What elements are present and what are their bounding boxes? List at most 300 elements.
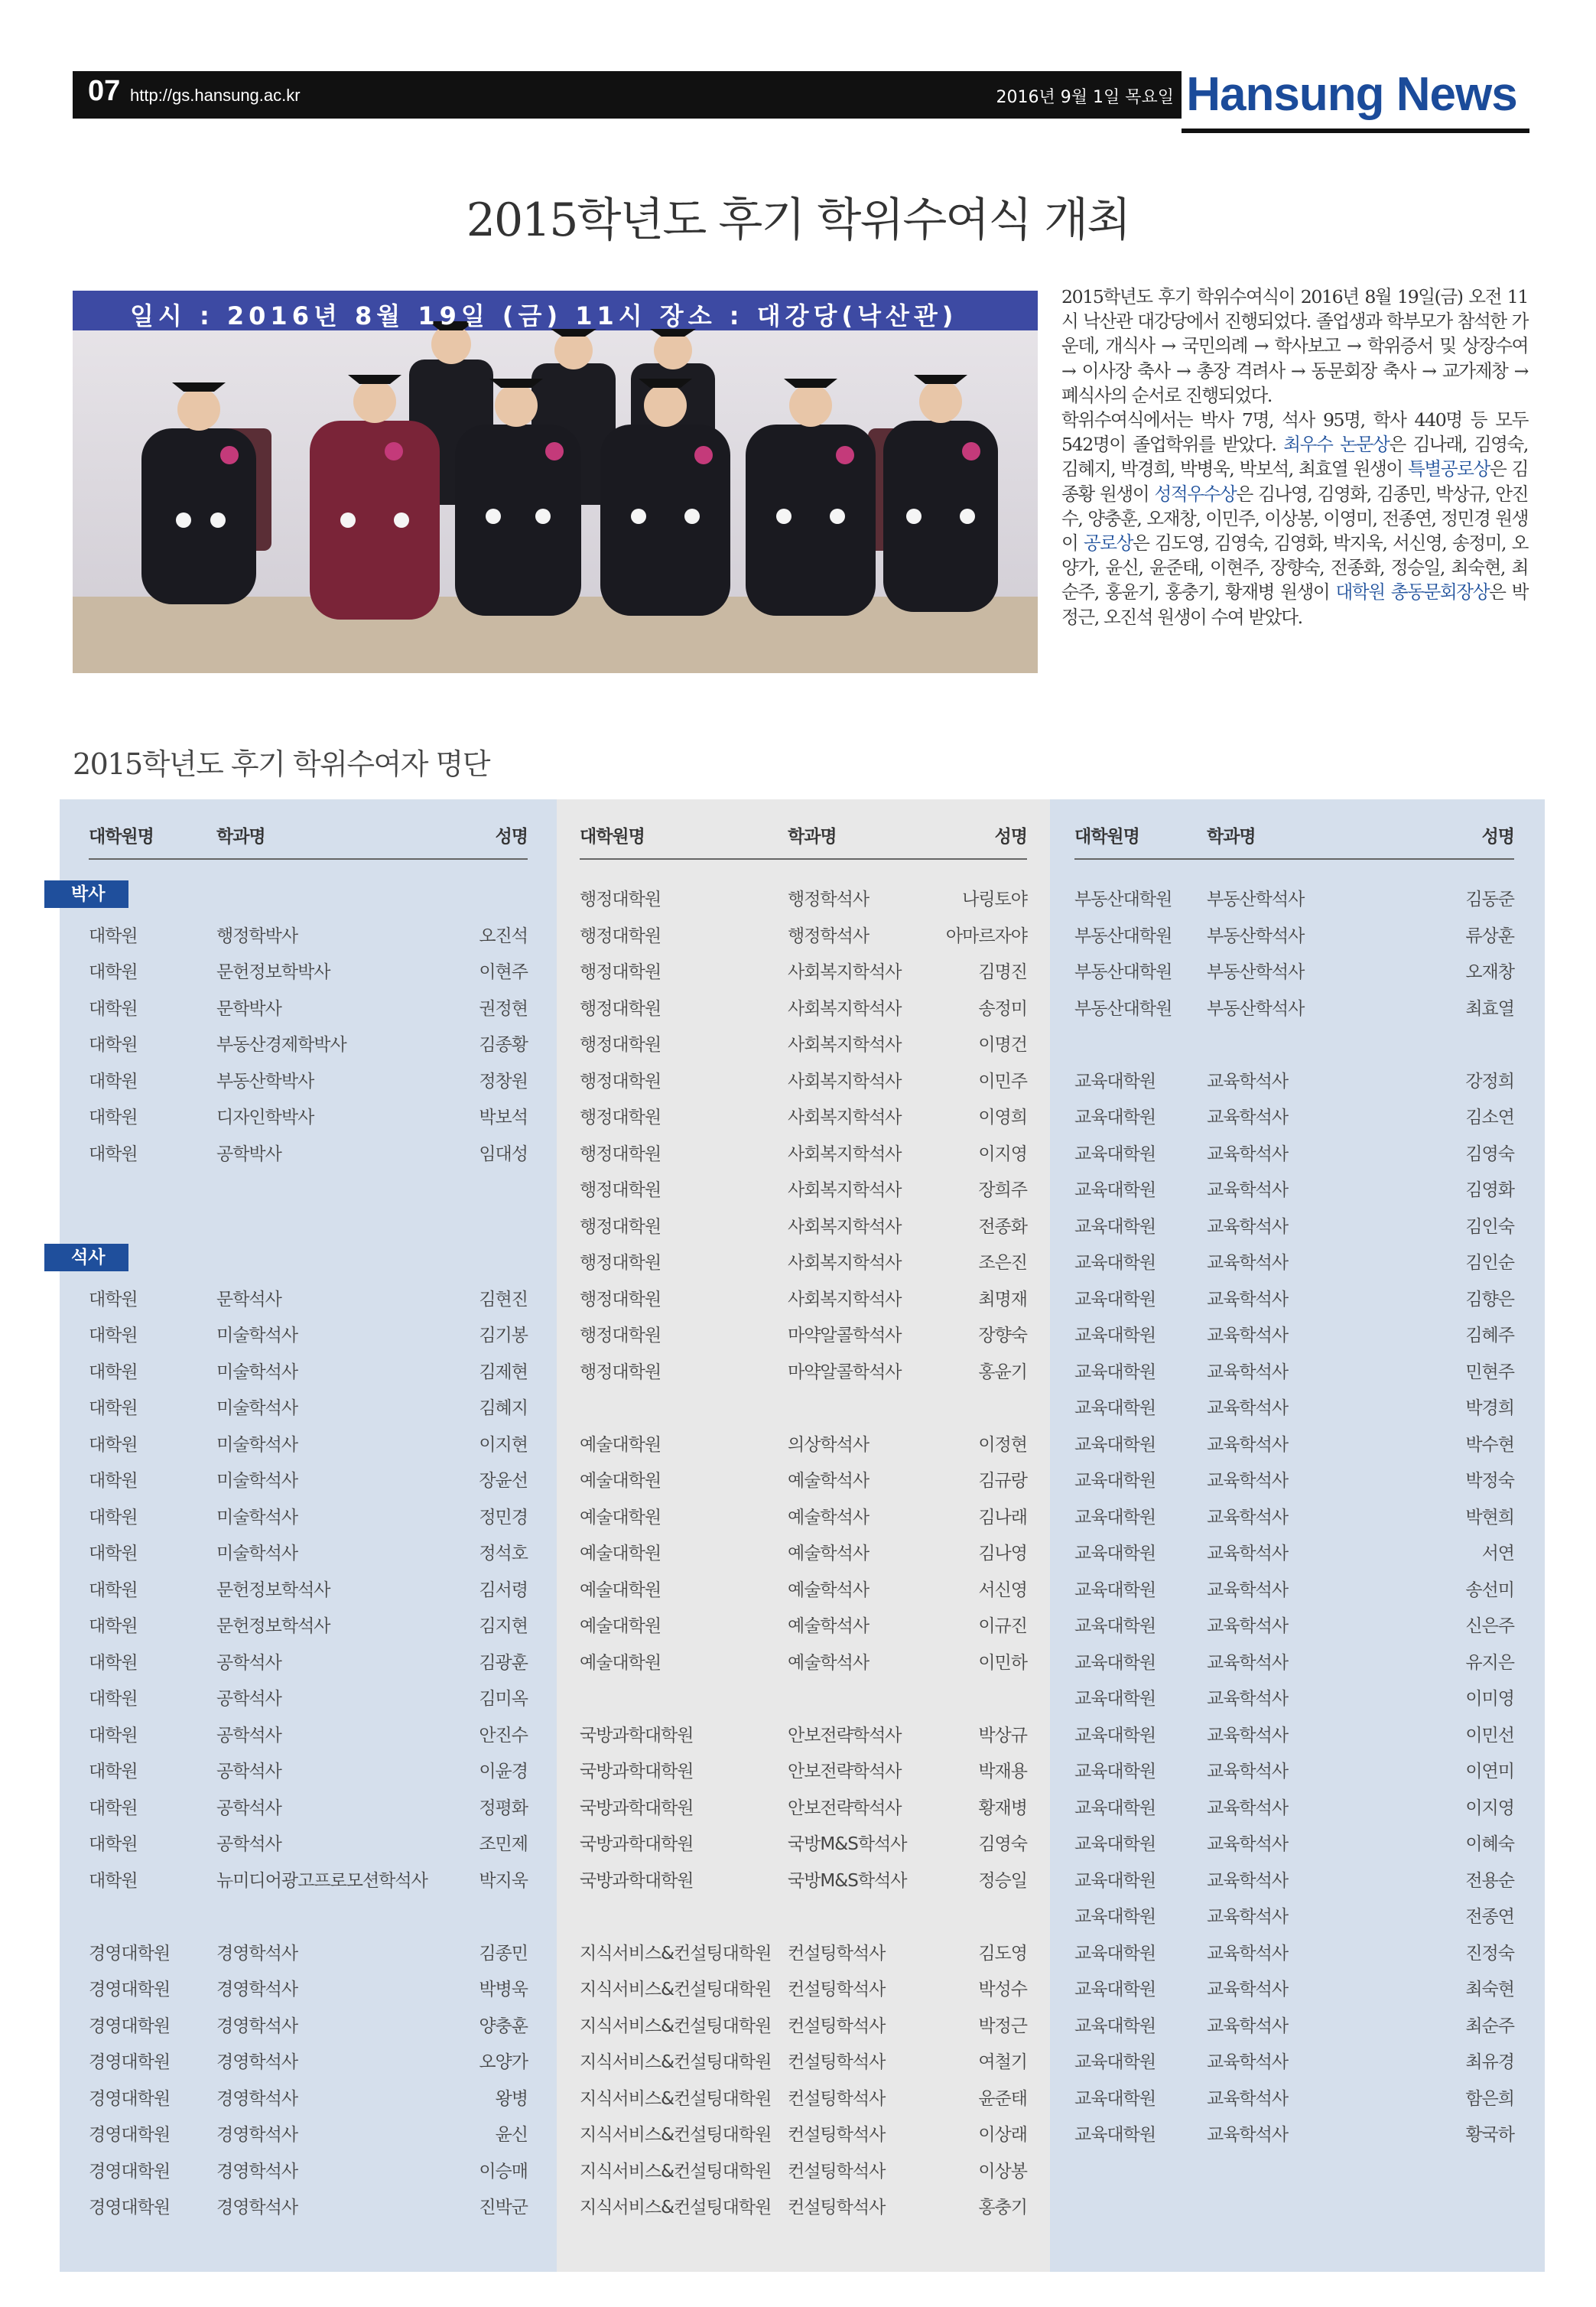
department-cell: 사회복지학석사 xyxy=(788,1216,902,1237)
college-cell: 대학원 xyxy=(89,1834,138,1854)
graduate-row xyxy=(60,1677,557,1713)
name-cell: 이지영 xyxy=(978,1144,1027,1164)
department-cell: 사회복지학석사 xyxy=(788,1108,902,1127)
name-cell: 오진석 xyxy=(479,926,528,946)
college-cell: 교육대학원 xyxy=(1074,1216,1156,1237)
graduate-row xyxy=(60,2185,557,2222)
name-cell: 박상규 xyxy=(978,1725,1027,1746)
department-cell: 공학석사 xyxy=(216,1798,281,1818)
graduate-row xyxy=(1050,1495,1545,1532)
department-cell: 교육학석사 xyxy=(1207,1798,1289,1818)
header-name: 성명 xyxy=(994,827,1027,847)
name-cell: 전용순 xyxy=(1465,1870,1514,1891)
graduate-row xyxy=(557,2113,1050,2149)
graduates-column-2 xyxy=(557,799,1050,2272)
department-cell: 교육학석사 xyxy=(1207,2016,1289,2036)
department-cell: 교육학석사 xyxy=(1207,1580,1289,1600)
graduate-row xyxy=(60,1641,557,1677)
college-cell: 교육대학원 xyxy=(1074,1762,1156,1781)
graduate-row xyxy=(557,1459,1050,1495)
department-cell: 국방M&S학석사 xyxy=(788,1834,907,1854)
name-cell: 박정숙 xyxy=(1465,1471,1514,1491)
college-cell: 행정대학원 xyxy=(580,926,661,946)
name-cell: 정석호 xyxy=(479,1544,528,1563)
department-cell: 미술학석사 xyxy=(216,1362,298,1382)
name-cell: 이민하 xyxy=(978,1652,1027,1673)
department-cell: 교육학석사 xyxy=(1207,2088,1289,2109)
graduate-row xyxy=(60,1967,557,2004)
graduate-row xyxy=(557,2185,1050,2222)
name-cell: 이지현 xyxy=(479,1434,528,1455)
college-cell: 교육대학원 xyxy=(1074,1398,1156,1418)
page-number: 07 xyxy=(88,75,121,107)
award-best-thesis: 최우수 논문상 xyxy=(1283,434,1390,456)
name-cell: 황국하 xyxy=(1465,2125,1514,2145)
college-cell: 행정대학원 xyxy=(580,1035,661,1055)
name-cell: 진박군 xyxy=(479,2198,528,2218)
name-cell: 이민선 xyxy=(1465,1725,1514,1746)
graduate-row xyxy=(60,1531,557,1568)
college-cell: 지식서비스&컨설팅대학원 xyxy=(580,2052,772,2072)
department-cell: 교육학석사 xyxy=(1207,1434,1289,1455)
college-cell: 교육대학원 xyxy=(1074,1544,1156,1563)
college-cell: 교육대학원 xyxy=(1074,1616,1156,1636)
department-cell: 교육학석사 xyxy=(1207,1326,1289,1345)
name-cell: 윤준태 xyxy=(978,2088,1027,2109)
site-url[interactable]: http://gs.hansung.ac.kr xyxy=(130,86,301,105)
department-cell: 부동산학석사 xyxy=(1207,962,1305,982)
graduate-row xyxy=(557,1713,1050,1750)
name-cell: 정민경 xyxy=(479,1507,528,1528)
college-cell: 경영대학원 xyxy=(89,2016,171,2036)
name-cell: 김혜지 xyxy=(479,1398,528,1418)
graduate-row xyxy=(1050,2040,1545,2077)
name-cell: 김도영 xyxy=(978,1943,1027,1964)
college-cell: 대학원 xyxy=(89,1762,138,1781)
college-cell: 교육대학원 xyxy=(1074,2052,1156,2072)
college-cell: 경영대학원 xyxy=(89,2161,171,2182)
graduate-row xyxy=(60,1495,557,1532)
name-cell: 이지영 xyxy=(1465,1798,1514,1818)
college-cell: 행정대학원 xyxy=(580,1253,661,1273)
ceremony-photo xyxy=(73,291,1038,673)
brand-logo xyxy=(1182,61,1529,132)
graduate-row xyxy=(60,1786,557,1823)
college-cell: 교육대학원 xyxy=(1074,1834,1156,1854)
department-cell: 컨설팅학석사 xyxy=(788,2016,886,2036)
college-cell: 지식서비스&컨설팅대학원 xyxy=(580,2088,772,2109)
graduate-row xyxy=(557,1168,1050,1205)
name-cell: 이승매 xyxy=(479,2161,528,2182)
name-cell: 이현주 xyxy=(479,962,528,982)
graduate-row xyxy=(60,1350,557,1387)
name-cell: 장윤선 xyxy=(479,1471,528,1491)
college-cell: 행정대학원 xyxy=(580,1144,661,1164)
college-cell: 국방과학대학원 xyxy=(580,1798,694,1818)
college-cell: 대학원 xyxy=(89,1035,138,1055)
college-cell: 교육대학원 xyxy=(1074,1434,1156,1455)
graduate-row xyxy=(1050,1749,1545,1786)
graduate-row xyxy=(1050,1641,1545,1677)
college-cell: 교육대학원 xyxy=(1074,1798,1156,1818)
name-cell: 이정현 xyxy=(978,1434,1027,1455)
college-cell: 대학원 xyxy=(89,1580,138,1600)
graduate-row xyxy=(60,2077,557,2113)
college-cell: 대학원 xyxy=(89,1144,138,1164)
college-cell: 국방과학대학원 xyxy=(580,1725,694,1746)
college-cell: 국방과학대학원 xyxy=(580,1834,694,1854)
college-cell: 대학원 xyxy=(89,1071,138,1092)
college-cell: 예술대학원 xyxy=(580,1580,661,1600)
department-cell: 교육학석사 xyxy=(1207,1907,1289,1927)
graduate-row xyxy=(60,1568,557,1605)
name-cell: 송선미 xyxy=(1465,1580,1514,1600)
graduate-row xyxy=(1050,1168,1545,1205)
name-cell: 나링토야 xyxy=(962,890,1027,909)
college-cell: 행정대학원 xyxy=(580,1108,661,1127)
graduate-row xyxy=(1050,1059,1545,1096)
article-paragraph-1: 2015학년도 후기 학위수여식이 2016년 8월 19일(금) 오전 11시 낙산관 대강당에서 진행되었다. 졸업생과 학부모가 참석한 가운데, 개식사 → 국민의례 → 학사보고 → 학위증서 및 상장수여 → 이사장 축사 → 총장 격려사 → 동문회장 축사 → 교가제창 → 폐식사의 순서로 진행되었다. xyxy=(1061,286,1528,406)
graduate-row xyxy=(1050,1677,1545,1713)
graduate-row xyxy=(1050,1568,1545,1605)
graduate-row xyxy=(557,1095,1050,1132)
college-cell: 교육대학원 xyxy=(1074,1144,1156,1164)
college-cell: 경영대학원 xyxy=(89,2088,171,2109)
college-cell: 교육대학원 xyxy=(1074,1108,1156,1127)
graduate-row xyxy=(1050,1277,1545,1314)
name-cell: 박병욱 xyxy=(479,1980,528,2000)
college-cell: 교육대학원 xyxy=(1074,1289,1156,1310)
name-cell: 황재병 xyxy=(978,1798,1027,1818)
name-cell: 김향은 xyxy=(1465,1289,1514,1310)
name-cell: 박수현 xyxy=(1465,1434,1514,1455)
header-dept: 학과명 xyxy=(788,827,837,847)
name-cell: 김규랑 xyxy=(978,1471,1027,1491)
name-cell: 함은희 xyxy=(1465,2088,1514,2109)
graduate-row xyxy=(1050,1386,1545,1423)
college-cell: 교육대학원 xyxy=(1074,1507,1156,1528)
graduate-row xyxy=(1050,1713,1545,1750)
department-cell: 경영학석사 xyxy=(216,2198,298,2218)
department-cell: 교육학석사 xyxy=(1207,1980,1289,2000)
name-cell: 왕병 xyxy=(495,2088,528,2109)
name-cell: 김혜주 xyxy=(1465,1326,1514,1345)
department-cell: 사회복지학석사 xyxy=(788,1144,902,1164)
department-cell: 안보전략학석사 xyxy=(788,1725,902,1746)
college-cell: 교육대학원 xyxy=(1074,1725,1156,1746)
graduate-row xyxy=(1050,1967,1545,2004)
department-cell: 경영학석사 xyxy=(216,2161,298,2182)
graduate-row xyxy=(1050,1531,1545,1568)
college-cell: 대학원 xyxy=(89,1544,138,1563)
department-cell: 미술학석사 xyxy=(216,1471,298,1491)
department-cell: 교육학석사 xyxy=(1207,1943,1289,1964)
department-cell: 사회복지학석사 xyxy=(788,1253,902,1273)
college-cell: 교육대학원 xyxy=(1074,1907,1156,1927)
header-divider xyxy=(89,858,528,860)
department-cell: 사회복지학석사 xyxy=(788,1180,902,1200)
graduate-row xyxy=(1050,1132,1545,1169)
college-cell: 교육대학원 xyxy=(1074,1870,1156,1891)
graduate-row xyxy=(1050,1423,1545,1459)
department-cell: 문학박사 xyxy=(216,998,281,1019)
graduate-row xyxy=(60,1423,557,1459)
college-cell: 예술대학원 xyxy=(580,1434,661,1455)
graduate-row xyxy=(557,1205,1050,1241)
graduate-row xyxy=(1050,1822,1545,1859)
graduates-column-3 xyxy=(1050,799,1545,2272)
college-cell: 교육대학원 xyxy=(1074,1362,1156,1382)
college-cell: 교육대학원 xyxy=(1074,1071,1156,1092)
department-cell: 공학석사 xyxy=(216,1689,281,1709)
graduate-row xyxy=(557,1241,1050,1277)
graduate-row xyxy=(557,1495,1050,1532)
department-cell: 공학석사 xyxy=(216,1834,281,1854)
department-cell: 컨설팅학석사 xyxy=(788,2125,886,2145)
college-cell: 교육대학원 xyxy=(1074,2016,1156,2036)
name-cell: 박경희 xyxy=(1465,1398,1514,1418)
department-cell: 미술학석사 xyxy=(216,1398,298,1418)
name-cell: 송정미 xyxy=(978,998,1027,1019)
college-cell: 대학원 xyxy=(89,926,138,946)
graduate-row xyxy=(1050,1604,1545,1641)
graduate-row xyxy=(557,950,1050,987)
department-cell: 예술학석사 xyxy=(788,1616,870,1636)
graduate-row xyxy=(557,2149,1050,2186)
name-cell: 김기봉 xyxy=(479,1326,528,1345)
college-cell: 예술대학원 xyxy=(580,1471,661,1491)
graduate-row xyxy=(557,1059,1050,1096)
graduate-row xyxy=(60,1132,557,1169)
college-cell: 교육대학원 xyxy=(1074,1180,1156,1200)
name-cell: 이민주 xyxy=(978,1071,1027,1092)
college-cell: 교육대학원 xyxy=(1074,2088,1156,2109)
header-college: 대학원명 xyxy=(89,827,154,847)
college-cell: 대학원 xyxy=(89,962,138,982)
name-cell: 박정근 xyxy=(978,2016,1027,2036)
name-cell: 김미옥 xyxy=(479,1689,528,1709)
name-cell: 김나영 xyxy=(978,1544,1027,1563)
department-cell: 컨설팅학석사 xyxy=(788,2161,886,2182)
department-cell: 예술학석사 xyxy=(788,1507,870,1528)
college-cell: 행정대학원 xyxy=(580,1071,661,1092)
header-name: 성명 xyxy=(495,827,528,847)
name-cell: 임대성 xyxy=(479,1144,528,1164)
college-cell: 대학원 xyxy=(89,1398,138,1418)
graduate-row xyxy=(1050,1895,1545,1931)
graduate-row xyxy=(1050,1095,1545,1132)
graduate-row xyxy=(60,1822,557,1859)
department-cell: 교육학석사 xyxy=(1207,1180,1289,1200)
graduate-row xyxy=(60,1859,557,1895)
graduate-row xyxy=(60,1313,557,1350)
department-cell: 교육학석사 xyxy=(1207,2125,1289,2145)
department-cell: 문학석사 xyxy=(216,1289,281,1310)
name-cell: 정승일 xyxy=(978,1870,1027,1891)
name-cell: 홍충기 xyxy=(978,2198,1027,2218)
department-cell: 예술학석사 xyxy=(788,1652,870,1673)
name-cell: 류상훈 xyxy=(1465,926,1514,946)
college-cell: 교육대학원 xyxy=(1074,1326,1156,1345)
department-cell: 교육학석사 xyxy=(1207,1507,1289,1528)
award-academic-excellence: 성적우수상 xyxy=(1154,483,1237,505)
name-cell: 최유경 xyxy=(1465,2052,1514,2072)
college-cell: 부동산대학원 xyxy=(1074,962,1172,982)
article-paragraph-2: 학위수여식에서는 박사 7명, 석사 95명, 학사 440명 등 모두 542명이 졸업학위를 받았다. 최우수 논문상은 김나래, 김영숙, 김혜지, 박경희, 박병욱, 박보석, 최효열 원생이 특별공로상은 김종황 원생이 성적우수상은 김나영, 김영화, 김종민, 박상규, 안진수, 양충훈, 오재창, 이민주, 이상봉, 이영미, 전종연, 정민경 원생이 공로상은 김도영, 김영숙, 김영화, 박지욱, 서신영, 송정미, 오양가, 윤신, 윤준태, 이현주, 장향숙, 전종화, 정승일, 최숙현, 최순주, 홍윤기, 홍충기, 황재병 원생이 대학원 총동문회장상은 박정근, 오진석 원생이 수여 받았다. xyxy=(1061,409,1529,628)
graduate-row xyxy=(1050,1931,1545,1968)
department-cell: 부동산학석사 xyxy=(1207,926,1305,946)
name-cell: 박성수 xyxy=(978,1980,1027,2000)
department-cell: 공학박사 xyxy=(216,1144,281,1164)
college-cell: 경영대학원 xyxy=(89,2125,171,2145)
college-cell: 대학원 xyxy=(89,1507,138,1528)
graduate-row xyxy=(60,987,557,1023)
college-cell: 지식서비스&컨설팅대학원 xyxy=(580,2125,772,2145)
graduate-row xyxy=(557,2040,1050,2077)
name-cell: 조은진 xyxy=(978,1253,1027,1273)
department-cell: 교육학석사 xyxy=(1207,1616,1289,1636)
header-divider xyxy=(1074,858,1514,860)
name-cell: 김종황 xyxy=(479,1035,528,1055)
name-cell: 조민제 xyxy=(479,1834,528,1854)
graduate-row xyxy=(1050,1859,1545,1895)
college-cell: 행정대학원 xyxy=(580,890,661,909)
degree-category-label: 박사 xyxy=(44,880,128,908)
college-cell: 예술대학원 xyxy=(580,1507,661,1528)
name-cell: 서신영 xyxy=(978,1580,1027,1600)
graduate-row xyxy=(557,1277,1050,1314)
department-cell: 컨설팅학석사 xyxy=(788,1980,886,2000)
department-cell: 마약알콜학석사 xyxy=(788,1326,902,1345)
college-cell: 지식서비스&컨설팅대학원 xyxy=(580,1980,772,2000)
graduate-row xyxy=(557,1023,1050,1059)
graduate-row xyxy=(557,914,1050,951)
college-cell: 대학원 xyxy=(89,1689,138,1709)
college-cell: 지식서비스&컨설팅대학원 xyxy=(580,2161,772,2182)
department-cell: 부동산경제학박사 xyxy=(216,1035,346,1055)
degree-category-label: 석사 xyxy=(44,1244,128,1271)
name-cell: 전종화 xyxy=(978,1216,1027,1237)
graduate-row xyxy=(1050,950,1545,987)
college-cell: 지식서비스&컨설팅대학원 xyxy=(580,2016,772,2036)
department-cell: 부동산학석사 xyxy=(1207,890,1305,909)
college-cell: 부동산대학원 xyxy=(1074,998,1172,1019)
header-college: 대학원명 xyxy=(1074,827,1139,847)
department-cell: 교육학석사 xyxy=(1207,1289,1289,1310)
award-merit: 공로상 xyxy=(1083,532,1133,555)
college-cell: 행정대학원 xyxy=(580,1216,661,1237)
department-cell: 컨설팅학석사 xyxy=(788,2198,886,2218)
college-cell: 교육대학원 xyxy=(1074,1253,1156,1273)
college-cell: 교육대학원 xyxy=(1074,1652,1156,1673)
department-cell: 교육학석사 xyxy=(1207,1762,1289,1781)
name-cell: 홍윤기 xyxy=(978,1362,1027,1382)
issue-date: 2016년 9월 1일 목요일 xyxy=(996,88,1174,107)
graduate-row xyxy=(60,1095,557,1132)
college-cell: 부동산대학원 xyxy=(1074,926,1172,946)
name-cell: 김서령 xyxy=(479,1580,528,1600)
department-cell: 미술학석사 xyxy=(216,1326,298,1345)
name-cell: 최효열 xyxy=(1465,998,1514,1019)
name-cell: 김종민 xyxy=(479,1943,528,1964)
department-cell: 공학석사 xyxy=(216,1652,281,1673)
name-cell: 김영숙 xyxy=(978,1834,1027,1854)
college-cell: 경영대학원 xyxy=(89,1980,171,2000)
graduate-row xyxy=(60,1023,557,1059)
college-cell: 예술대학원 xyxy=(580,1544,661,1563)
department-cell: 컨설팅학석사 xyxy=(788,1943,886,1964)
header-divider xyxy=(580,858,1027,860)
name-cell: 김영화 xyxy=(1465,1180,1514,1200)
name-cell: 이상봉 xyxy=(978,2161,1027,2182)
graduate-row xyxy=(60,950,557,987)
graduate-row xyxy=(557,1786,1050,1823)
department-cell: 문헌정보학석사 xyxy=(216,1616,330,1636)
graduate-row xyxy=(60,2113,557,2149)
graduate-row xyxy=(557,1931,1050,1968)
name-cell: 김영숙 xyxy=(1465,1144,1514,1164)
college-cell: 대학원 xyxy=(89,1725,138,1746)
college-cell: 대학원 xyxy=(89,1652,138,1673)
name-cell: 전종연 xyxy=(1465,1907,1514,1927)
graduate-row xyxy=(557,877,1050,914)
graduate-row xyxy=(557,1749,1050,1786)
graduate-row xyxy=(60,1277,557,1314)
college-cell: 대학원 xyxy=(89,1798,138,1818)
graduate-row xyxy=(1050,1350,1545,1387)
college-cell: 경영대학원 xyxy=(89,1943,171,1964)
college-cell: 교육대학원 xyxy=(1074,1689,1156,1709)
name-cell: 안진수 xyxy=(479,1725,528,1746)
graduate-row xyxy=(1050,1786,1545,1823)
department-cell: 교육학석사 xyxy=(1207,1689,1289,1709)
graduate-row xyxy=(60,1459,557,1495)
college-cell: 경영대학원 xyxy=(89,2052,171,2072)
name-cell: 김소연 xyxy=(1465,1108,1514,1127)
name-cell: 정평화 xyxy=(479,1798,528,1818)
department-cell: 교육학석사 xyxy=(1207,1216,1289,1237)
department-cell: 교육학석사 xyxy=(1207,1253,1289,1273)
college-cell: 예술대학원 xyxy=(580,1652,661,1673)
college-cell: 교육대학원 xyxy=(1074,1943,1156,1964)
graduate-row xyxy=(1050,2113,1545,2149)
department-cell: 부동산학박사 xyxy=(216,1071,314,1092)
graduate-row xyxy=(1050,1459,1545,1495)
name-cell: 김인순 xyxy=(1465,1253,1514,1273)
department-cell: 의상학석사 xyxy=(788,1434,870,1455)
department-cell: 경영학석사 xyxy=(216,2088,298,2109)
college-cell: 행정대학원 xyxy=(580,1180,661,1200)
graduate-row xyxy=(1050,877,1545,914)
name-cell: 강정희 xyxy=(1465,1071,1514,1092)
name-cell: 이영희 xyxy=(978,1108,1027,1127)
name-cell: 김지현 xyxy=(479,1616,528,1636)
department-cell: 교육학석사 xyxy=(1207,1834,1289,1854)
department-cell: 교육학석사 xyxy=(1207,1362,1289,1382)
department-cell: 교육학석사 xyxy=(1207,1870,1289,1891)
department-cell: 국방M&S학석사 xyxy=(788,1870,907,1891)
name-cell: 김광훈 xyxy=(479,1652,528,1673)
department-cell: 컨설팅학석사 xyxy=(788,2088,886,2109)
name-cell: 아마르자야 xyxy=(945,926,1027,946)
department-cell: 교육학석사 xyxy=(1207,2052,1289,2072)
name-cell: 양충훈 xyxy=(479,2016,528,2036)
graduate-row xyxy=(557,1967,1050,2004)
college-cell: 지식서비스&컨설팅대학원 xyxy=(580,2198,772,2218)
department-cell: 행정학석사 xyxy=(788,926,870,946)
name-cell: 장희주 xyxy=(978,1180,1027,1200)
college-cell: 대학원 xyxy=(89,1870,138,1891)
